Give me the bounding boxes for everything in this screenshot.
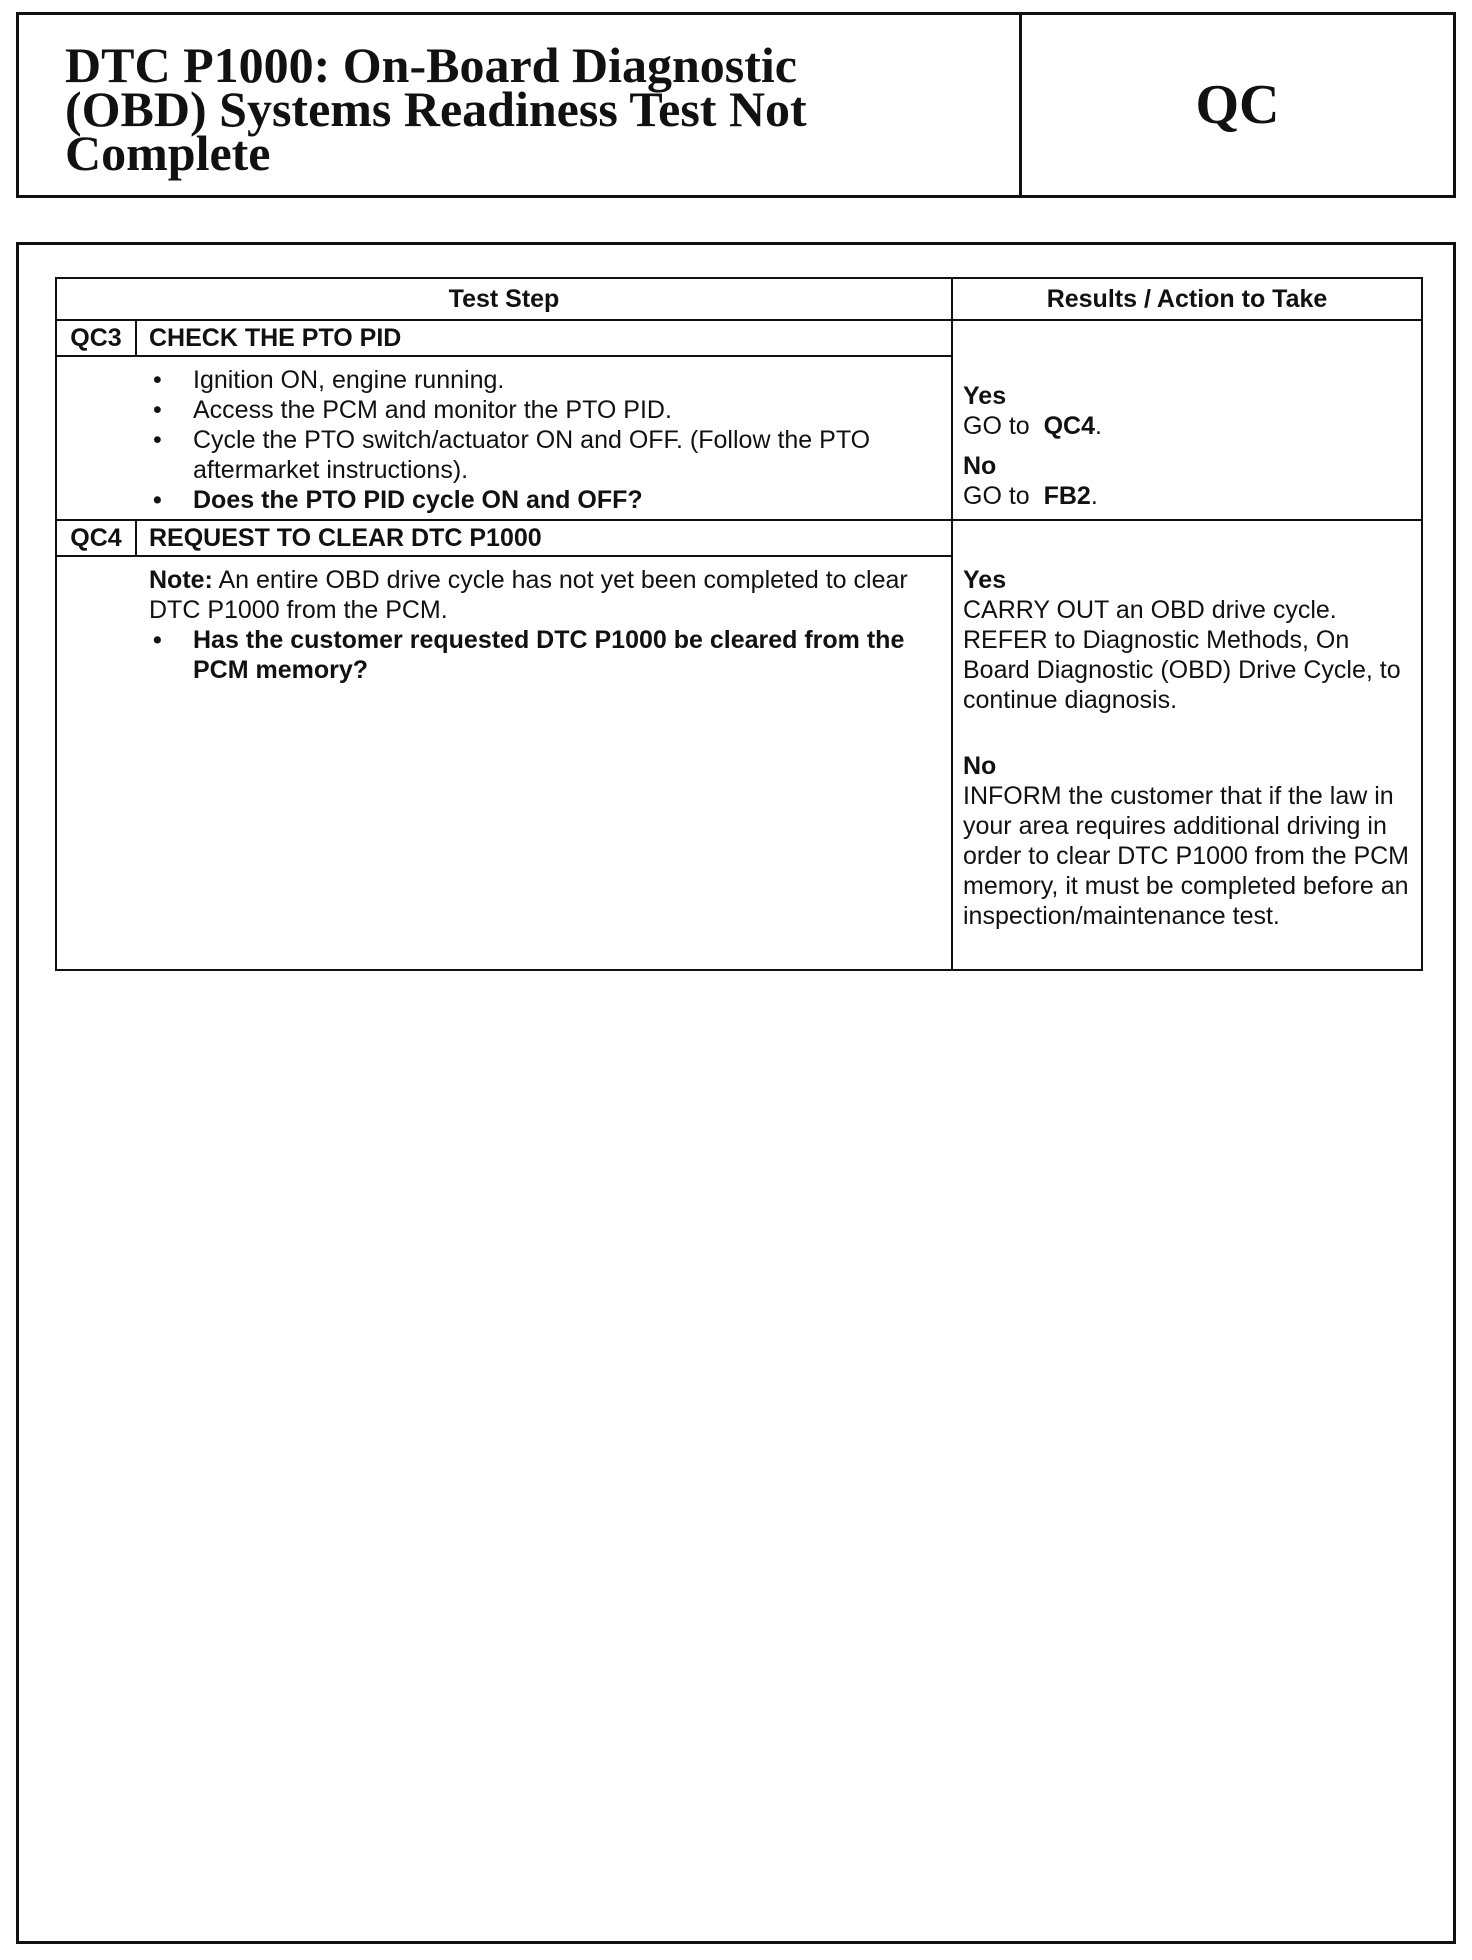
bullet-question: • Does the PTO PID cycle ON and OFF?	[149, 485, 939, 515]
bullet-question: • Has the customer requested DTC P1000 be cleared from the PCM memory?	[149, 625, 939, 685]
yes-label: Yes	[963, 382, 1007, 410]
goto-target: QC4	[1043, 412, 1095, 440]
yes-label: Yes	[963, 566, 1007, 594]
step-results	[952, 520, 1422, 970]
page-title	[19, 15, 1022, 195]
title-line: (OBD) Systems Readiness Test Not	[65, 81, 807, 137]
title-line: Complete	[65, 125, 271, 181]
no-action: INFORM the customer that if the law in your area requires additional driving in order to clear DTC P1000 from the PCM memory, it must be completed before an inspection/maintenance test.	[963, 782, 1409, 930]
diagnostic-table	[55, 277, 1423, 971]
step-body	[56, 556, 952, 970]
goto-suffix: .	[1090, 482, 1098, 510]
step-bullets	[149, 365, 939, 515]
bullet-item: • Cycle the PTO switch/actuator ON and OFF. (Follow the PTO aftermarket instructions).	[149, 425, 939, 485]
bullet-item: • Access the PCM and monitor the PTO PID.	[149, 395, 939, 425]
step-results	[952, 320, 1422, 520]
step-bullets	[149, 625, 939, 685]
bullet-item: • Ignition ON, engine running.	[149, 365, 939, 395]
step-title: REQUEST TO CLEAR DTC P1000	[136, 520, 952, 556]
step-title-row	[56, 520, 1422, 556]
goto-text: GO to	[963, 412, 1030, 440]
goto-text: GO to	[963, 482, 1030, 510]
step-body	[56, 356, 952, 520]
step-note	[149, 565, 939, 625]
note-label: Note:	[149, 566, 213, 594]
yes-action	[963, 411, 1411, 441]
goto-suffix: .	[1095, 412, 1102, 440]
section-code: QC	[1195, 74, 1280, 136]
note-text: An entire OBD drive cycle has not yet been completed to clear DTC P1000 from the PCM.	[149, 566, 908, 624]
col-header-results: Results / Action to Take	[952, 278, 1422, 320]
no-action	[963, 481, 1411, 511]
page-header	[16, 12, 1456, 198]
yes-action: CARRY OUT an OBD drive cycle. REFER to Diagnostic Methods, On Board Diagnostic (OBD) Drive Cycle, to continue diagnosis.	[963, 596, 1401, 714]
step-id: QC3	[56, 320, 136, 356]
step-id: QC4	[56, 520, 136, 556]
title-line: DTC P1000: On-Board Diagnostic	[65, 37, 797, 93]
no-label: No	[963, 452, 997, 480]
no-label: No	[963, 752, 997, 780]
col-header-test-step: Test Step	[56, 278, 952, 320]
goto-target: FB2	[1043, 482, 1091, 510]
table-header-row	[56, 278, 1422, 320]
step-title: CHECK THE PTO PID	[136, 320, 952, 356]
step-title-row	[56, 320, 1422, 356]
content-frame	[16, 242, 1456, 1944]
